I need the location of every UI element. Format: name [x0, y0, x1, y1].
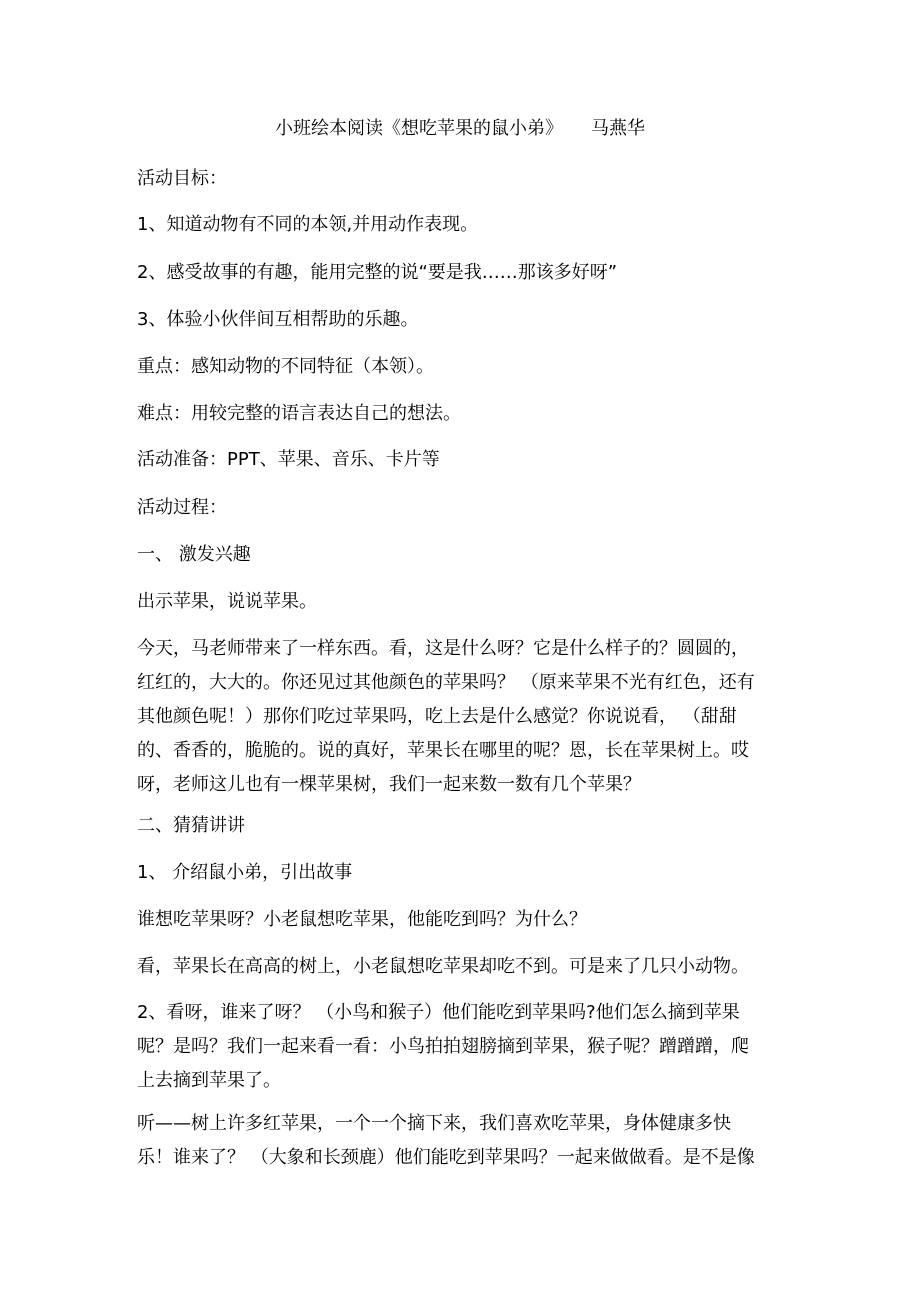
paragraph: 重点：感知动物的不同特征（本领）。 — [137, 356, 434, 377]
listen-paragraph — [137, 1107, 777, 1175]
text-line: 的、香香的，脆脆的。说的真好，苹果长在哪里的呢？恩，长在苹果树上。哎 — [137, 740, 749, 761]
text-line: 听——树上许多红苹果，一个一个摘下来，我们喜欢吃苹果，身体健康多快 — [137, 1113, 731, 1134]
paragraph: 看，苹果长在高高的树上，小老鼠想吃苹果却吃不到。可是来了几只小动物。 — [137, 956, 749, 977]
document-title-line — [0, 116, 920, 142]
text-line: 红红的，大大的。你还见过其他颜色的苹果吗？ （原来苹果不光有红色，还有 — [137, 672, 755, 693]
paragraph: 3、体验小伙伴间互相帮助的乐趣。 — [137, 309, 419, 330]
paragraph: 活动过程： — [137, 497, 227, 518]
text-line: 今天，马老师带来了一样东西。看，这是什么呀？它是什么样子的？圆圆的， — [137, 638, 749, 659]
section-heading: 一、 激发兴趣 — [137, 544, 251, 565]
text-line: 呀，老师这儿也有一棵苹果树，我们一起来数一数有几个苹果？ — [137, 774, 641, 795]
text-line: 2、看呀，谁来了呀？ （小鸟和猴子）他们能吃到苹果吗?他们怎么摘到苹果 — [137, 1002, 740, 1023]
paragraph: 活动准备：PPT、苹果、音乐、卡片等 — [137, 449, 440, 470]
author-name: 马燕华 — [591, 118, 645, 139]
text-line: 呢？是吗？我们一起来看一看：小鸟拍拍翅膀摘到苹果，猴子呢？蹭蹭蹭，爬 — [137, 1036, 749, 1057]
paragraph: 谁想吃苹果呀？小老鼠想吃苹果，他能吃到吗？为什么？ — [137, 909, 587, 930]
document-title: 小班绘本阅读《想吃苹果的鼠小弟》 — [275, 118, 563, 139]
paragraph: 2、感受故事的有趣，能用完整的说“要是我……那该多好呀” — [137, 262, 618, 283]
paragraph: 活动目标： — [137, 168, 227, 189]
paragraph: 难点：用较完整的语言表达自己的想法。 — [137, 403, 461, 424]
paragraph: 1、知道动物有不同的本领,并用动作表现。 — [137, 214, 479, 235]
section-heading: 二、猜猜讲讲 — [137, 815, 245, 836]
text-line: 乐！谁来了？ （大象和长颈鹿）他们能吃到苹果吗？一起来做做看。是不是像 — [137, 1147, 755, 1168]
intro-paragraph — [137, 632, 777, 802]
paragraph: 出示苹果，说说苹果。 — [137, 591, 317, 612]
text-line: 上去摘到苹果了。 — [137, 1070, 281, 1091]
text-line: 其他颜色呢！）那你们吃过苹果吗，吃上去是什么感觉？你说说看， （甜甜 — [137, 706, 737, 727]
paragraph: 1、 介绍鼠小弟，引出故事 — [137, 862, 353, 883]
step2-paragraph — [137, 996, 777, 1098]
